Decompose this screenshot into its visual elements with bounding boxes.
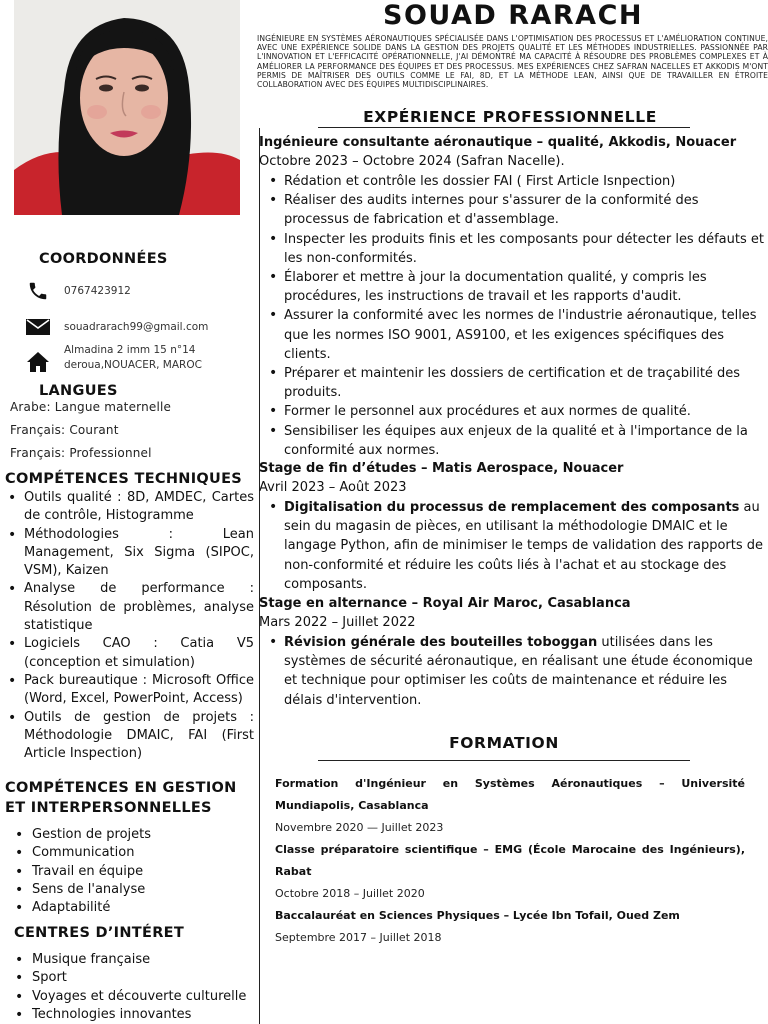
list-item: • Musique française bbox=[14, 951, 246, 969]
soft-skills-heading-line-1: COMPÉTENCES EN GESTION bbox=[5, 780, 237, 796]
language-item: Arabe: Langue maternelle bbox=[10, 400, 172, 414]
column-divider bbox=[259, 128, 260, 1024]
list-item: • Rédation et contrôle les dossier FAI ( First Article Isnpection) bbox=[266, 172, 766, 191]
list-item: • Adaptabilité bbox=[14, 899, 151, 917]
list-item: • Outils de gestion de projets : Méthodologie DMAIC, FAI (First Article Inspection) bbox=[6, 709, 254, 764]
list-item: • Sensibiliser les équipes aux enjeux de la qualité et à l'importance de la conformité aux normes. bbox=[266, 422, 766, 460]
education-item bbox=[275, 773, 745, 839]
job-date: Mars 2022 – Juillet 2022 bbox=[259, 615, 416, 630]
bullet-highlight: Révision générale des bouteilles toboggan bbox=[284, 635, 598, 650]
address-line-1: Almadina 2 imm 15 n°14 bbox=[64, 344, 196, 356]
education-date: Octobre 2018 – Juillet 2020 bbox=[275, 887, 425, 900]
list-item: • Outils qualité : 8D, AMDEC, Cartes de contrôle, Histogramme bbox=[6, 489, 254, 526]
education-title: Formation d'Ingénieur en Systèmes Aéronautiques – Université Mundiapolis, Casablanca bbox=[275, 777, 745, 812]
bullet-text: utilisées dans les systèmes de sécurité aéronautique, en réalisant une étude économique et technique pour optimiser les coûts de maintenance et réduire les délais d'intervention. bbox=[284, 635, 753, 708]
list-item: • Pack bureautique : Microsoft Office (Word, Excel, PowerPoint, Access) bbox=[6, 672, 254, 709]
bullet-text: au sein du magasin de pièces, en utilisant la méthodologie DMAIC et le langage Python, afin de minimiser le temps de validation des rapports de non-conformité et réduire les coûts liés à l'achat et au stockage des composants. bbox=[284, 500, 764, 592]
interests-list bbox=[14, 951, 246, 1024]
phone-number[interactable]: 0767423912 bbox=[64, 284, 131, 297]
list-item: • Former le personnel aux procédures et aux normes de qualité. bbox=[266, 402, 766, 421]
address-row bbox=[26, 343, 202, 373]
list-item: • Communication bbox=[14, 844, 151, 862]
interests-heading: CENTRES D’INTÉRET bbox=[14, 925, 185, 941]
soft-skills-heading-line-2: ET INTERPERSONNELLES bbox=[5, 800, 212, 816]
soft-skills-list bbox=[14, 826, 151, 917]
education-title: Classe préparatoire scientifique – EMG (École Marocaine des Ingénieurs), Rabat bbox=[275, 843, 745, 878]
address bbox=[64, 343, 202, 373]
job-date: Avril 2023 – Août 2023 bbox=[259, 480, 407, 495]
list-item: • Travail en équipe bbox=[14, 863, 151, 881]
email-row bbox=[26, 316, 208, 338]
home-icon bbox=[26, 351, 50, 373]
phone-row bbox=[26, 280, 131, 302]
education-item bbox=[275, 905, 745, 949]
profile-summary: INGÉNIEURE EN SYSTÈMES AÉRONAUTIQUES SPÉCIALISÉE DANS L'OPTIMISATION DES PROCESSUS ET L'AMÉLIORATION CONTINUE, AVEC UNE EXPÉRIENCE SOLIDE DANS LA GESTION DES PROJETS QUALITÉ ET LES MÉTHODES INDUSTRIELLES. PASSIONNÉE PAR L'INNOVATION ET L'EFFICACITÉ OPÉRATIONNELLE, J'AI DÉMONTRÉ MA CAPACITÉ À RÉSOUDRE DES PROBLÈMES COMPLEXES ET À AMÉLIORER LA PERFORMANCE DES ÉQUIPES ET DES PROCESSUS. MES EXPÉRIENCES CHEZ SAFRAN NACELLES ET AKKODIS M'ONT PERMIS DE MAÎTRISER DES OUTILS COMME LE FAI, 8D, ET LA MÉTHODE LEAN, AINSI QUE DE TRAVAILLER EN ÉTROITE COLLABORATION AVEC DES ÉQUIPES MULTIDISCIPLINAIRES. bbox=[257, 34, 768, 90]
list-item: • Assurer la conformité avec les normes de l'industrie aéronautique, telles que les normes ISO 9001, AS9100, et les exigences spécifiques des clients. bbox=[266, 306, 766, 364]
list-item bbox=[266, 633, 766, 710]
job-title: Ingénieure consultante aéronautique – qualité, Akkodis, Nouacer bbox=[259, 135, 737, 150]
list-item: • Sens de l'analyse bbox=[14, 881, 151, 899]
experience-rule bbox=[318, 127, 690, 128]
list-item: • Inspecter les produits finis et les composants pour détecter les défauts et les non-conformités. bbox=[266, 230, 766, 268]
list-item: • Analyse de performance : Résolution de problèmes, analyse statistique bbox=[6, 580, 254, 635]
job-date: Octobre 2023 – Octobre 2024 (Safran Nacelle). bbox=[259, 154, 565, 169]
language-item: Français: Courant bbox=[10, 423, 119, 437]
languages-heading: LANGUES bbox=[39, 383, 118, 399]
mail-icon bbox=[26, 316, 50, 338]
soft-skills-heading bbox=[5, 778, 237, 818]
education-heading: FORMATION bbox=[449, 734, 559, 752]
education-date: Septembre 2017 – Juillet 2018 bbox=[275, 931, 442, 944]
tech-skills-list bbox=[6, 489, 254, 763]
education-title: Baccalauréat en Sciences Physiques – Lycée Ibn Tofail, Oued Zem bbox=[275, 909, 680, 922]
address-line-2: deroua,NOUACER, MAROC bbox=[64, 359, 202, 371]
tech-skills-heading: COMPÉTENCES TECHNIQUES bbox=[5, 471, 243, 487]
contact-heading: COORDONNÉES bbox=[39, 251, 168, 267]
list-item bbox=[266, 498, 766, 594]
education-date: Novembre 2020 — Juillet 2023 bbox=[275, 821, 444, 834]
list-item: • Sport bbox=[14, 969, 246, 987]
list-item: • Technologies innovantes bbox=[14, 1006, 246, 1024]
job-bullets bbox=[266, 633, 766, 710]
education-rule bbox=[318, 760, 690, 761]
job-title: Stage en alternance – Royal Air Maroc, Casablanca bbox=[259, 596, 631, 611]
experience-heading: EXPÉRIENCE PROFESSIONNELLE bbox=[363, 108, 657, 126]
profile-photo bbox=[14, 0, 240, 215]
candidate-name: SOUAD RARACH bbox=[383, 0, 643, 31]
list-item: • Voyages et découverte culturelle bbox=[14, 988, 246, 1006]
list-item: • Logiciels CAO : Catia V5 (conception et simulation) bbox=[6, 635, 254, 672]
list-item: • Élaborer et mettre à jour la documentation qualité, y compris les procédures, les instructions de travail et les rapports d'audit. bbox=[266, 268, 766, 306]
phone-icon bbox=[26, 280, 50, 302]
email-address[interactable]: souadrarach99@gmail.com bbox=[64, 320, 209, 333]
bullet-highlight: Digitalisation du processus de remplacement des composants bbox=[284, 500, 740, 515]
language-item: Français: Professionnel bbox=[10, 446, 152, 460]
list-item: • Réaliser des audits internes pour s'assurer de la conformité des processus de fabrication et d'assemblage. bbox=[266, 191, 766, 229]
education-item bbox=[275, 839, 745, 905]
list-item: • Préparer et maintenir les dossiers de certification et de traçabilité des produits. bbox=[266, 364, 766, 402]
job-title: Stage de fin d’études – Matis Aerospace, Nouacer bbox=[259, 461, 624, 476]
list-item: • Méthodologies : Lean Management, Six Sigma (SIPOC, VSM), Kaizen bbox=[6, 526, 254, 581]
job-bullets bbox=[266, 498, 766, 594]
list-item: • Gestion de projets bbox=[14, 826, 151, 844]
job-bullets bbox=[266, 172, 766, 460]
